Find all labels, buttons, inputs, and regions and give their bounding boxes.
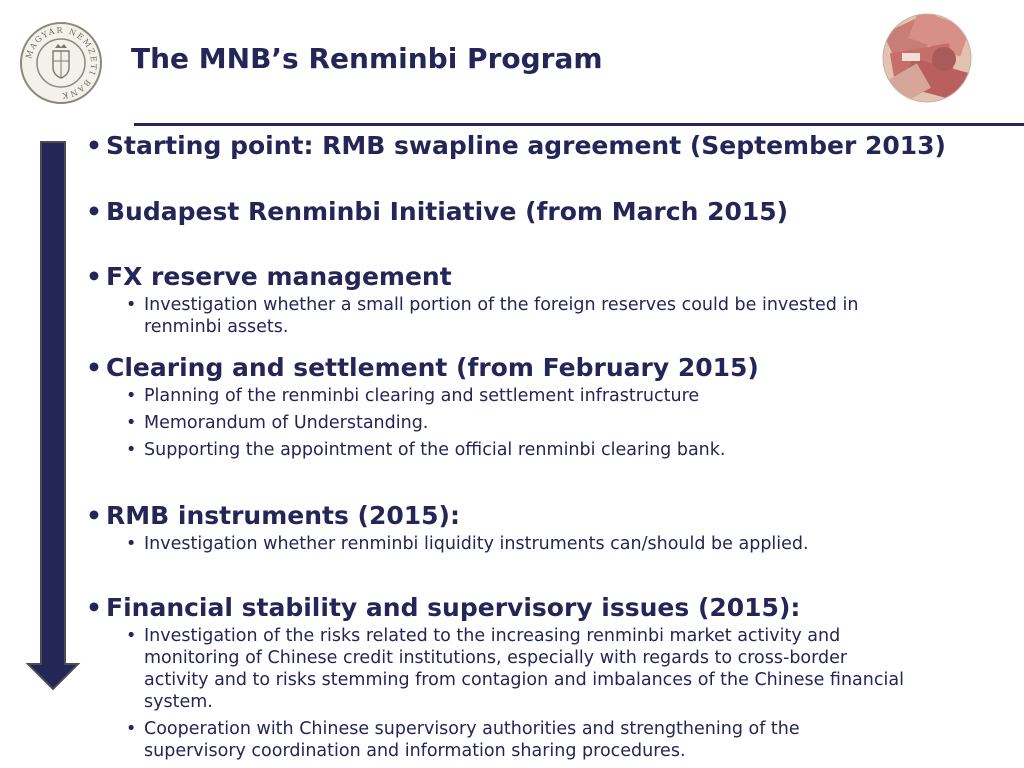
list-item: • Cooperation with Chinese supervisory authorities and strengthening of the supervisory coordination and information sharing procedures. xyxy=(126,719,800,761)
list-item: • Investigation whether renminbi liquidity instruments can/should be applied. xyxy=(126,534,809,554)
slide-title: The MNB’s Renminbi Program xyxy=(131,42,603,75)
renminbi-notes-image xyxy=(882,13,972,103)
section-heading xyxy=(86,591,986,625)
sub-bullet-icon: • xyxy=(126,440,137,460)
section-budapest-initiative xyxy=(86,195,986,229)
sub-bullet-icon: • xyxy=(126,626,137,646)
mnb-logo xyxy=(19,21,103,105)
sub-bullet-list xyxy=(86,533,986,555)
list-item: • Investigation whether a small portion of the foreign reserves could be invested in renminbi assets. xyxy=(126,295,859,337)
section-swapline xyxy=(86,129,986,163)
bullet-icon: • xyxy=(86,262,102,291)
list-item: • Memorandum of Understanding. xyxy=(126,413,429,433)
sub-bullet-list xyxy=(86,385,986,461)
section-heading-text: Budapest Renminbi Initiative (from March 2015) xyxy=(106,197,789,226)
list-item: • Investigation of the risks related to the increasing renminbi market activity and monitoring of Chinese credit institutions, especially with regards to cross-border activity and to risks stemming from contagion and imbalances of the Chinese financial system. xyxy=(126,626,904,712)
sub-bullet-icon: • xyxy=(126,386,137,406)
section-heading xyxy=(86,499,986,533)
bullet-icon: • xyxy=(86,131,102,160)
bullet-icon: • xyxy=(86,353,102,382)
bullet-icon: • xyxy=(86,197,102,226)
sub-bullet-icon: • xyxy=(126,719,137,739)
sub-bullet-icon: • xyxy=(126,413,137,433)
section-heading xyxy=(86,260,986,294)
timeline-arrow-icon xyxy=(24,140,82,692)
section-rmb-instruments xyxy=(86,499,986,555)
list-item: • Supporting the appointment of the official renminbi clearing bank. xyxy=(126,440,726,460)
section-heading xyxy=(86,129,986,163)
sub-bullet-icon: • xyxy=(126,295,137,315)
title-divider xyxy=(134,123,1024,126)
section-heading-text: Starting point: RMB swapline agreement (September 2013) xyxy=(106,131,946,160)
sub-bullet-icon: • xyxy=(126,534,137,554)
sub-bullet-list xyxy=(86,625,986,762)
sub-bullet-list xyxy=(86,294,986,338)
bullet-icon: • xyxy=(86,593,102,622)
svg-text:MAGYAR NEMZETI BANK: MAGYAR NEMZETI BANK xyxy=(24,25,99,101)
section-fx-reserve xyxy=(86,260,986,338)
section-financial-stability xyxy=(86,591,986,762)
section-heading xyxy=(86,351,986,385)
section-heading-text: Financial stability and supervisory issues (2015): xyxy=(106,593,801,622)
list-item: • Planning of the renminbi clearing and settlement infrastructure xyxy=(126,386,700,406)
section-heading-text: RMB instruments (2015): xyxy=(106,501,460,530)
section-clearing-settlement xyxy=(86,351,986,461)
bullet-icon: • xyxy=(86,501,102,530)
section-heading xyxy=(86,195,986,229)
section-heading-text: Clearing and settlement (from February 2015) xyxy=(106,353,759,382)
section-heading-text: FX reserve management xyxy=(106,262,452,291)
